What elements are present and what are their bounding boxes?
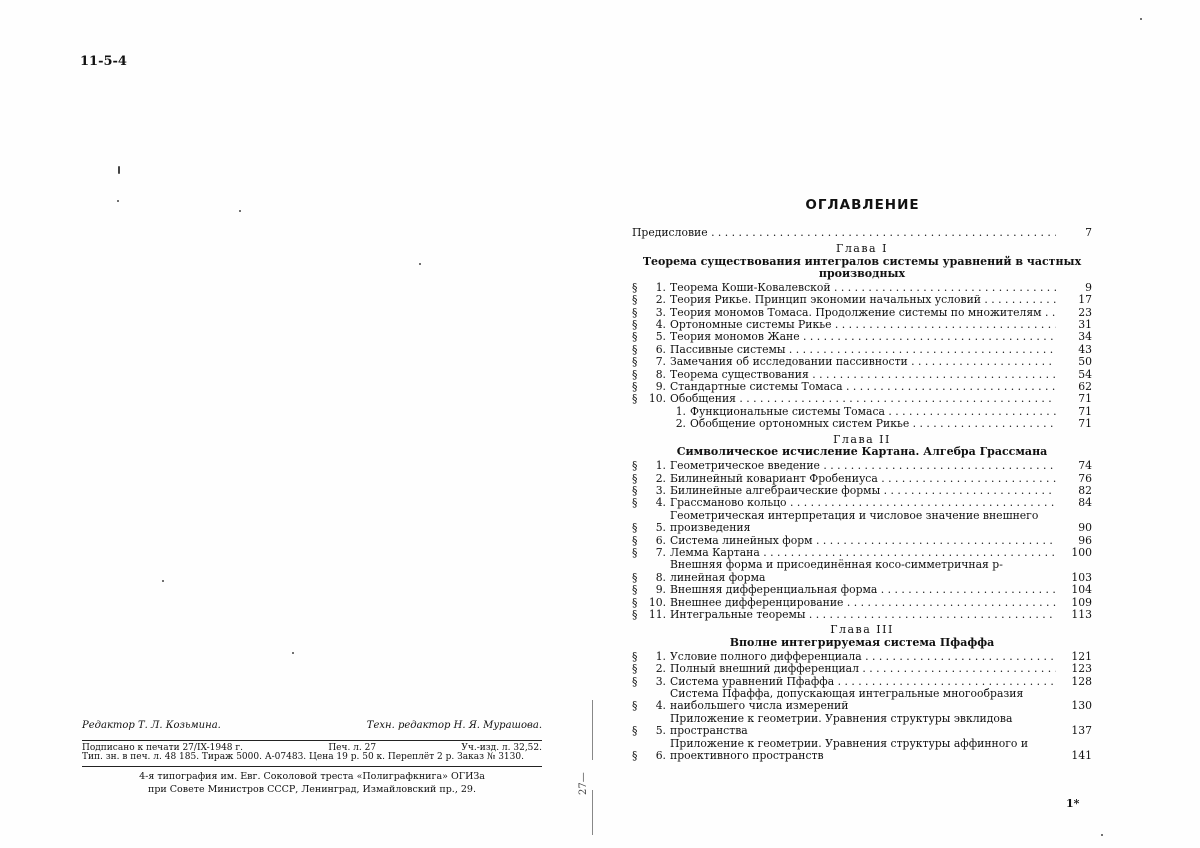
section-sign: § bbox=[632, 355, 638, 369]
toc-entry-title: Стандартные системы Томаса . . . bbox=[670, 381, 1056, 393]
toc-entry-title: Приложение к геометрии. Уравнения структуры эвклидова пространства bbox=[670, 712, 1013, 738]
toc-entry bbox=[632, 497, 1092, 509]
speck bbox=[118, 166, 120, 174]
toc-entry-title: Теорема существования . . . bbox=[670, 369, 1056, 381]
section-sign: § bbox=[632, 392, 638, 406]
speck bbox=[419, 263, 421, 265]
toc-entry bbox=[632, 406, 1092, 418]
toc-entry-number: 5. bbox=[655, 724, 666, 738]
section-sign: § bbox=[632, 496, 638, 510]
toc-entry-title: Интегральные теоремы . . . bbox=[670, 609, 1056, 621]
signature-mark: 1* bbox=[1066, 797, 1080, 810]
toc-entry bbox=[632, 418, 1092, 430]
chapter-label: Глава I bbox=[836, 242, 888, 256]
toc-entry bbox=[632, 473, 1092, 485]
toc-entry-page: 43 bbox=[1078, 342, 1092, 356]
editors-line bbox=[82, 720, 542, 731]
toc-entry bbox=[632, 547, 1092, 559]
toc-entry-number: 7. bbox=[655, 545, 666, 559]
toc-entry-number: 9. bbox=[655, 380, 666, 394]
toc-entry bbox=[632, 738, 1092, 763]
toc-entry bbox=[632, 713, 1092, 738]
speck bbox=[1101, 834, 1103, 836]
section-sign: § bbox=[632, 724, 638, 738]
toc-entry-page: 137 bbox=[1071, 724, 1092, 738]
toc-entry-page: 84 bbox=[1078, 496, 1092, 510]
toc-entry-number: 6. bbox=[655, 342, 666, 356]
toc-entry-number: 2. bbox=[675, 417, 686, 431]
chapter-label: Глава II bbox=[833, 432, 891, 446]
toc-entry-page: 7 bbox=[1085, 226, 1092, 239]
toc-entry bbox=[632, 356, 1092, 368]
toc-entry-title: Функциональные системы Томаса . . . bbox=[690, 406, 1056, 418]
toc-entry-title: Полный внешний дифференциал . . . bbox=[670, 663, 1056, 675]
toc-entry-title: Геометрическая интерпретация и числовое значение внешнего произведения bbox=[670, 509, 1039, 535]
chapter-title: Теорема существования интегралов системы уравнений в частных производных bbox=[642, 254, 1082, 280]
section-sign: § bbox=[632, 342, 638, 356]
toc-entry bbox=[632, 344, 1092, 356]
toc-entry-title: Билинейные алгебраические формы . . . bbox=[670, 485, 1056, 497]
toc-entry-page: 121 bbox=[1071, 649, 1092, 663]
toc-entry-title: Геометрическое введение . . . bbox=[670, 460, 1056, 472]
toc-entry-number: 2. bbox=[655, 293, 666, 307]
tech-editor: Техн. редактор Н. Я. Мурашова. bbox=[366, 720, 542, 731]
section-sign: § bbox=[632, 749, 638, 763]
toc-entry-number: 4. bbox=[655, 699, 666, 713]
table-of-contents bbox=[632, 227, 1092, 762]
toc-entry-title: Теорема Коши-Ковалевской . . . bbox=[670, 282, 1056, 294]
imprint-line-2: Тип. зн. в печ. л. 48 185. Тираж 5000. А-07483. Цена 19 р. 50 к. Переплёт 2 р. Заказ № 3130. bbox=[82, 752, 524, 762]
toc-entry-number: 2. bbox=[655, 662, 666, 676]
toc-entry-page: 123 bbox=[1071, 662, 1092, 676]
toc-entry bbox=[632, 307, 1092, 319]
chapter-label: Глава III bbox=[830, 623, 894, 637]
toc-entry bbox=[632, 485, 1092, 497]
chapter-title: Вполне интегрируемая система Пфаффа bbox=[729, 635, 995, 649]
toc-entry-number: 10. bbox=[648, 595, 666, 609]
speck bbox=[239, 210, 241, 212]
section-sign: § bbox=[632, 280, 638, 294]
toc-entry-number: 7. bbox=[655, 355, 666, 369]
toc-entry-page: 96 bbox=[1078, 533, 1092, 547]
toc-entry-page: 90 bbox=[1078, 521, 1092, 535]
toc-entry-number: 8. bbox=[655, 570, 666, 584]
toc-entry-number: 2. bbox=[655, 471, 666, 485]
imprint-rule bbox=[82, 766, 542, 767]
section-sign: § bbox=[632, 583, 638, 597]
speck bbox=[117, 200, 119, 202]
chapter-title: Символическое исчисление Картана. Алгебра Грассмана bbox=[676, 445, 1048, 459]
toc-entry-page: 113 bbox=[1071, 607, 1092, 621]
toc-entry-title: Замечания об исследовании пассивности . . . bbox=[670, 356, 1056, 368]
toc-entry bbox=[632, 393, 1092, 405]
toc-entry-title: Система Пфаффа, допускающая интегральные многообразия наибольшего числа измерений bbox=[670, 688, 1024, 713]
toc-entry bbox=[632, 597, 1092, 609]
toc-title: ОГЛАВЛЕНИЕ bbox=[805, 197, 920, 213]
section-sign: § bbox=[632, 674, 638, 688]
toc-entry-title: Предисловие . . . bbox=[632, 227, 1056, 239]
toc-entry-page: 82 bbox=[1078, 483, 1092, 497]
toc-entry-number: 1. bbox=[675, 404, 686, 418]
toc-entry-title: Приложение к геометрии. Уравнения структуры аффинного и проективного пространств bbox=[670, 737, 1029, 763]
toc-preface bbox=[632, 227, 1092, 239]
spine-label: 27— bbox=[578, 772, 589, 795]
toc-entry-page: 128 bbox=[1071, 674, 1092, 688]
editor: Редактор Т. Л. Козьмина. bbox=[82, 720, 221, 731]
toc-entry-number: 1. bbox=[655, 280, 666, 294]
section-sign: § bbox=[632, 607, 638, 621]
toc-entry-title: Внешнее дифференцирование . . . bbox=[670, 597, 1056, 609]
section-sign: § bbox=[632, 521, 638, 535]
toc-entry bbox=[632, 559, 1092, 584]
imprint-pub-sheets: Уч.-изд. л. 32,52. bbox=[461, 743, 542, 753]
toc-entry-number: 5. bbox=[655, 330, 666, 344]
toc-entry bbox=[632, 294, 1092, 306]
toc-entry bbox=[632, 584, 1092, 596]
section-sign: § bbox=[632, 318, 638, 332]
toc-entry-number: 1. bbox=[655, 649, 666, 663]
toc-entry-number: 4. bbox=[655, 318, 666, 332]
printer-info bbox=[82, 770, 542, 796]
toc-entry bbox=[632, 663, 1092, 675]
toc-entry-number: 4. bbox=[655, 496, 666, 510]
toc-entry bbox=[632, 688, 1092, 713]
section-sign: § bbox=[632, 545, 638, 559]
toc-entry-page: 76 bbox=[1078, 471, 1092, 485]
toc-entry-page: 50 bbox=[1078, 355, 1092, 369]
toc-entry-page: 109 bbox=[1071, 595, 1092, 609]
toc-entry-page: 62 bbox=[1078, 380, 1092, 394]
speck bbox=[162, 580, 164, 582]
speck bbox=[1140, 18, 1142, 20]
toc-entry-page: 31 bbox=[1078, 318, 1092, 332]
toc-entry-title: Ортономные системы Рикье . . . bbox=[670, 319, 1056, 331]
printer-line-1: 4-я типография им. Евг. Соколовой треста «Полиграфкнига» ОГИЗа bbox=[139, 771, 485, 782]
section-sign: § bbox=[632, 483, 638, 497]
toc-entry-page: 141 bbox=[1071, 749, 1092, 763]
toc-entry-page: 104 bbox=[1071, 583, 1092, 597]
section-sign: § bbox=[632, 699, 638, 713]
toc-entry bbox=[632, 609, 1092, 621]
imprint-sheets: Печ. л. 27 bbox=[328, 743, 377, 753]
toc-entry bbox=[632, 535, 1092, 547]
toc-entry bbox=[632, 651, 1092, 663]
toc-entry bbox=[632, 381, 1092, 393]
toc-entry-title: Пассивные системы . . . bbox=[670, 344, 1056, 356]
section-sign: § bbox=[632, 459, 638, 473]
toc-entry-title: Теория мономов Томаса. Продолжение системы по множителям . . . bbox=[670, 307, 1056, 319]
toc-entry-title: Обобщения . . . bbox=[670, 393, 1056, 405]
toc-entry-page: 17 bbox=[1078, 293, 1092, 307]
imprint-signed: Подписано к печати 27/IX-1948 г. bbox=[82, 743, 243, 753]
toc-entry-page: 34 bbox=[1078, 330, 1092, 344]
toc-entry-title: Обобщение ортономных систем Рикье . . . bbox=[690, 418, 1056, 430]
catalog-code: 11-5-4 bbox=[80, 54, 127, 69]
toc-entry bbox=[632, 369, 1092, 381]
section-sign: § bbox=[632, 649, 638, 663]
toc-entry-number: 1. bbox=[655, 459, 666, 473]
spine-mark bbox=[592, 790, 593, 835]
toc-entry-title: Внешняя форма и присоединённая косо-симметричная p-линейная форма bbox=[670, 559, 1003, 584]
toc-entry-page: 130 bbox=[1071, 699, 1092, 713]
toc-entry-number: 3. bbox=[655, 483, 666, 497]
toc-entry-title: Билинейный ковариант Фробениуса . . . bbox=[670, 473, 1056, 485]
toc-entry-page: 103 bbox=[1071, 570, 1092, 584]
section-sign: § bbox=[632, 330, 638, 344]
toc-entry-number: 8. bbox=[655, 367, 666, 381]
section-sign: § bbox=[632, 367, 638, 381]
section-sign: § bbox=[632, 293, 638, 307]
toc-entry-page: 23 bbox=[1078, 305, 1092, 319]
printer-line-2: при Совете Министров СССР, Ленинград, Измайловский пр., 29. bbox=[148, 784, 476, 795]
toc-entry-number: 6. bbox=[655, 749, 666, 763]
toc-entry-page: 54 bbox=[1078, 367, 1092, 381]
toc-entry-number: 10. bbox=[648, 392, 666, 406]
toc-entry-title: Внешняя дифференциальная форма . . . bbox=[670, 584, 1056, 596]
spine-mark bbox=[592, 700, 593, 760]
toc-entry-number: 6. bbox=[655, 533, 666, 547]
toc-entry-page: 71 bbox=[1078, 392, 1092, 406]
toc-entry-number: 5. bbox=[655, 521, 666, 535]
toc-entry-number: 3. bbox=[655, 674, 666, 688]
section-sign: § bbox=[632, 595, 638, 609]
toc-entry-number: 9. bbox=[655, 583, 666, 597]
toc-entry bbox=[632, 460, 1092, 472]
toc-entry bbox=[632, 510, 1092, 535]
toc-entry-page: 71 bbox=[1078, 417, 1092, 431]
toc-entry-title: Система уравнений Пфаффа . . . bbox=[670, 676, 1056, 688]
toc-entry-title: Теория мономов Жане . . . bbox=[670, 331, 1056, 343]
toc-entry-page: 100 bbox=[1071, 545, 1092, 559]
toc-entry-page: 71 bbox=[1078, 404, 1092, 418]
toc-entry-title: Система линейных форм . . . bbox=[670, 535, 1056, 547]
section-sign: § bbox=[632, 380, 638, 394]
toc-entry-title: Грассманово кольцо . . . bbox=[670, 497, 1056, 509]
toc-entry-page: 74 bbox=[1078, 459, 1092, 473]
toc-entry bbox=[632, 676, 1092, 688]
toc-entry-number: 3. bbox=[655, 305, 666, 319]
toc-entry-page: 9 bbox=[1085, 280, 1092, 294]
section-sign: § bbox=[632, 305, 638, 319]
toc-entry-title: Условие полного дифференциала . . . bbox=[670, 651, 1056, 663]
toc-entry bbox=[632, 331, 1092, 343]
toc-entry-title: Теория Рикье. Принцип экономии начальных условий . . . bbox=[670, 294, 1056, 306]
toc-entry-title: Лемма Картана . . . bbox=[670, 547, 1056, 559]
speck bbox=[292, 652, 294, 654]
section-sign: § bbox=[632, 662, 638, 676]
toc-entry-number: 11. bbox=[648, 607, 666, 621]
toc-entry bbox=[632, 282, 1092, 294]
section-sign: § bbox=[632, 570, 638, 584]
toc-entry bbox=[632, 319, 1092, 331]
section-sign: § bbox=[632, 471, 638, 485]
section-sign: § bbox=[632, 533, 638, 547]
toc-chapters bbox=[632, 243, 1092, 762]
